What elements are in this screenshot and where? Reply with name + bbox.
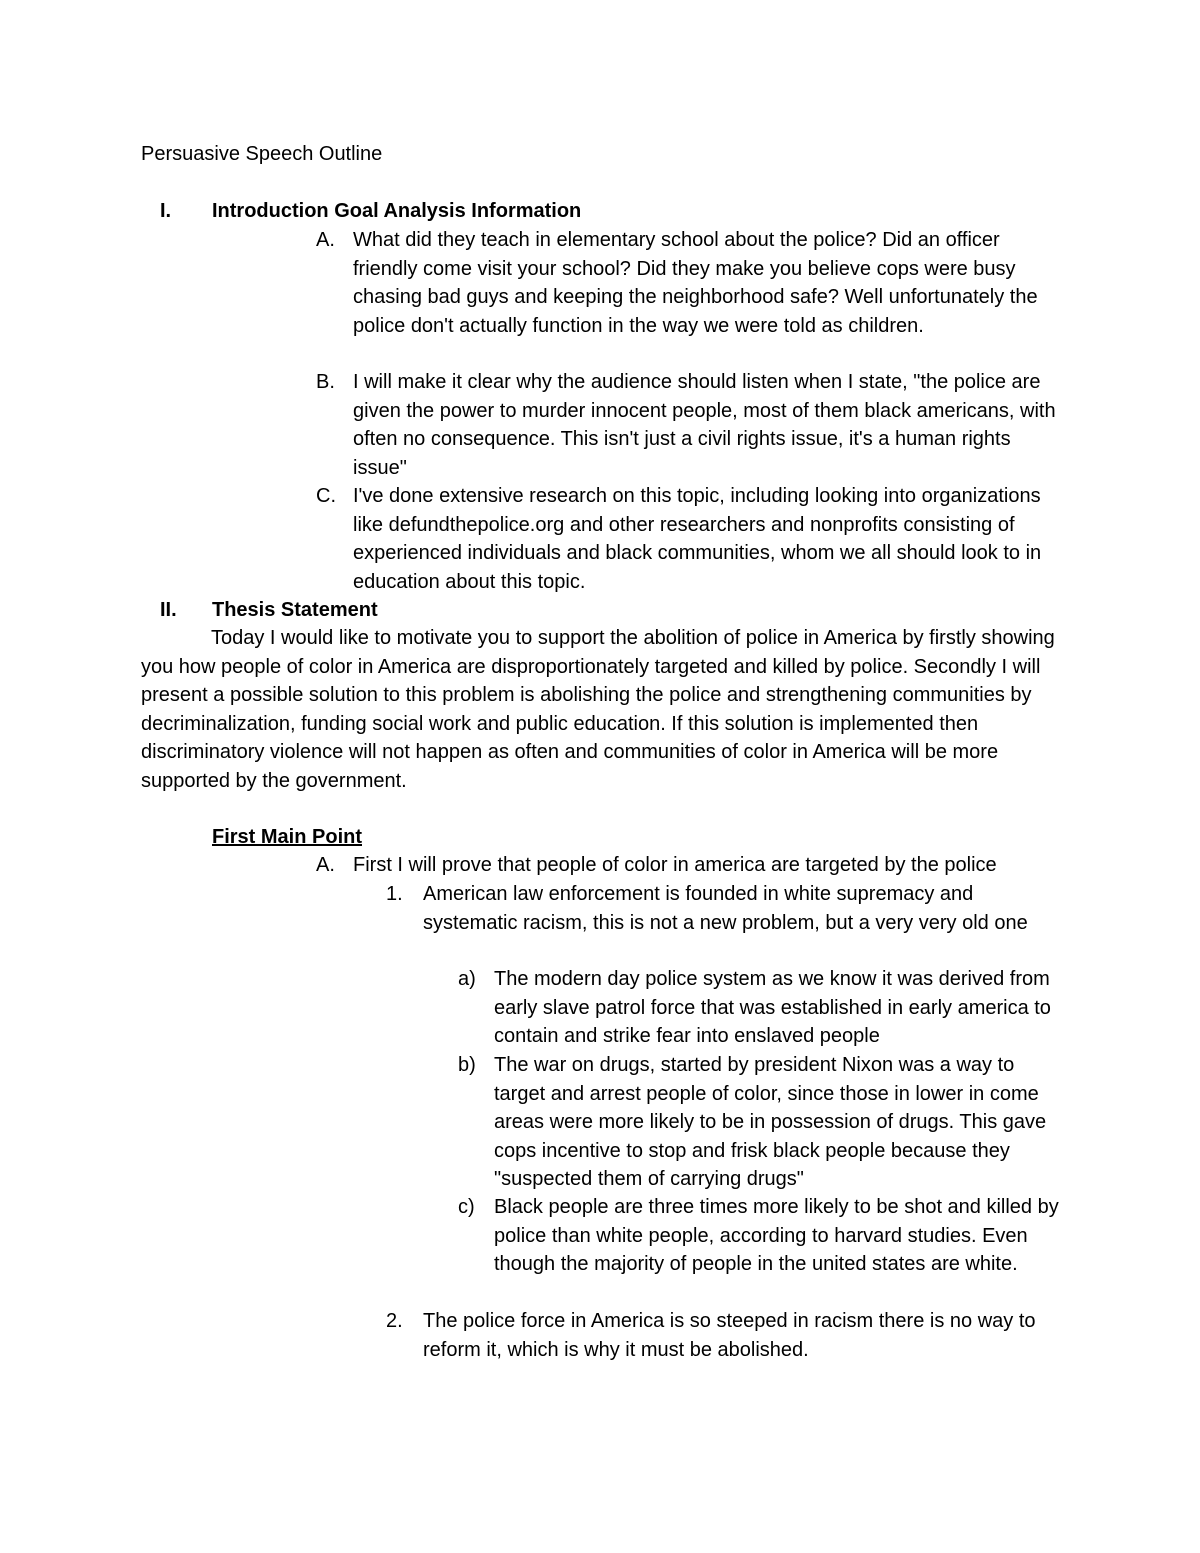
item-marker: B. [316,371,335,393]
item-text: The war on drugs, started by president Nixon was a way to target and arrest people of color, since those in lower in come areas were more likely to be in possession of drugs. This gave cops incentive to stop and frisk black people because they "suspected them of carrying drugs" [494,1054,1047,1190]
thesis-paragraph: Today I would like to motivate you to support the abolition of police in America by firstly showing you how people of color in America are disproportionately targeted and killed by police. Secondly I will present a possible solution to this problem is abolishing the police and strengthening communities by decriminalization, funding social work and public education. If this solution is implemented then discriminatory violence will not happen as often and communities of color in America will be more supported by the government. [141,627,1055,792]
item-text: The police force in America is so steeped in racism there is no way to reform it, which is why it must be abolished. [423,1310,1036,1361]
section-marker: I. [160,200,172,222]
item-marker: 2. [386,1310,403,1332]
item-marker: a) [458,968,476,990]
item-text: I've done extensive research on this topic, including looking into organizations like defundthepolice.org and other researchers and nonprofits consisting of experienced individuals and black communities, whom we all should look to in education about this topic. [353,485,1042,593]
item-marker: c) [458,1196,475,1218]
item-marker: C. [316,485,336,507]
section-thesis-heading [160,596,1060,625]
list-item [316,851,1076,880]
item-marker: b) [458,1054,476,1076]
section-heading: Thesis Statement [212,599,378,621]
page-title: Persuasive Speech Outline [141,143,383,165]
item-text: I will make it clear why the audience should listen when I state, "the police are given the power to murder innocent people, most of them black americans, with often no consequence. This isn't just a civil rights issue, it's a human rights issue" [353,371,1056,479]
item-text: The modern day police system as we know it was derived from early slave patrol force that was established in early america to contain and strike fear into enslaved people [494,968,1051,1047]
item-marker: 1. [386,883,403,905]
item-text: Black people are three times more likely to be shot and killed by police than white people, according to harvard studies. Even though the majority of people in the united states are white. [494,1196,1059,1275]
first-main-point-heading: First Main Point [212,826,362,848]
item-text: What did they teach in elementary school about the police? Did an officer friendly come visit your school? Did they make you believe cops were busy chasing bad guys and keeping the neighborhood safe? Well unfortunately the police don't actually function in the way we were told as children. [353,229,1038,337]
item-text: American law enforcement is founded in white supremacy and systematic racism, this is not a new problem, but a very very old one [423,883,1028,934]
item-marker: A. [316,854,335,876]
section-heading: Introduction Goal Analysis Information [212,200,582,222]
section-marker: II. [160,599,177,621]
item-text: First I will prove that people of color in america are targeted by the police [353,854,997,876]
item-marker: A. [316,229,335,251]
section-intro-heading [160,197,1060,226]
